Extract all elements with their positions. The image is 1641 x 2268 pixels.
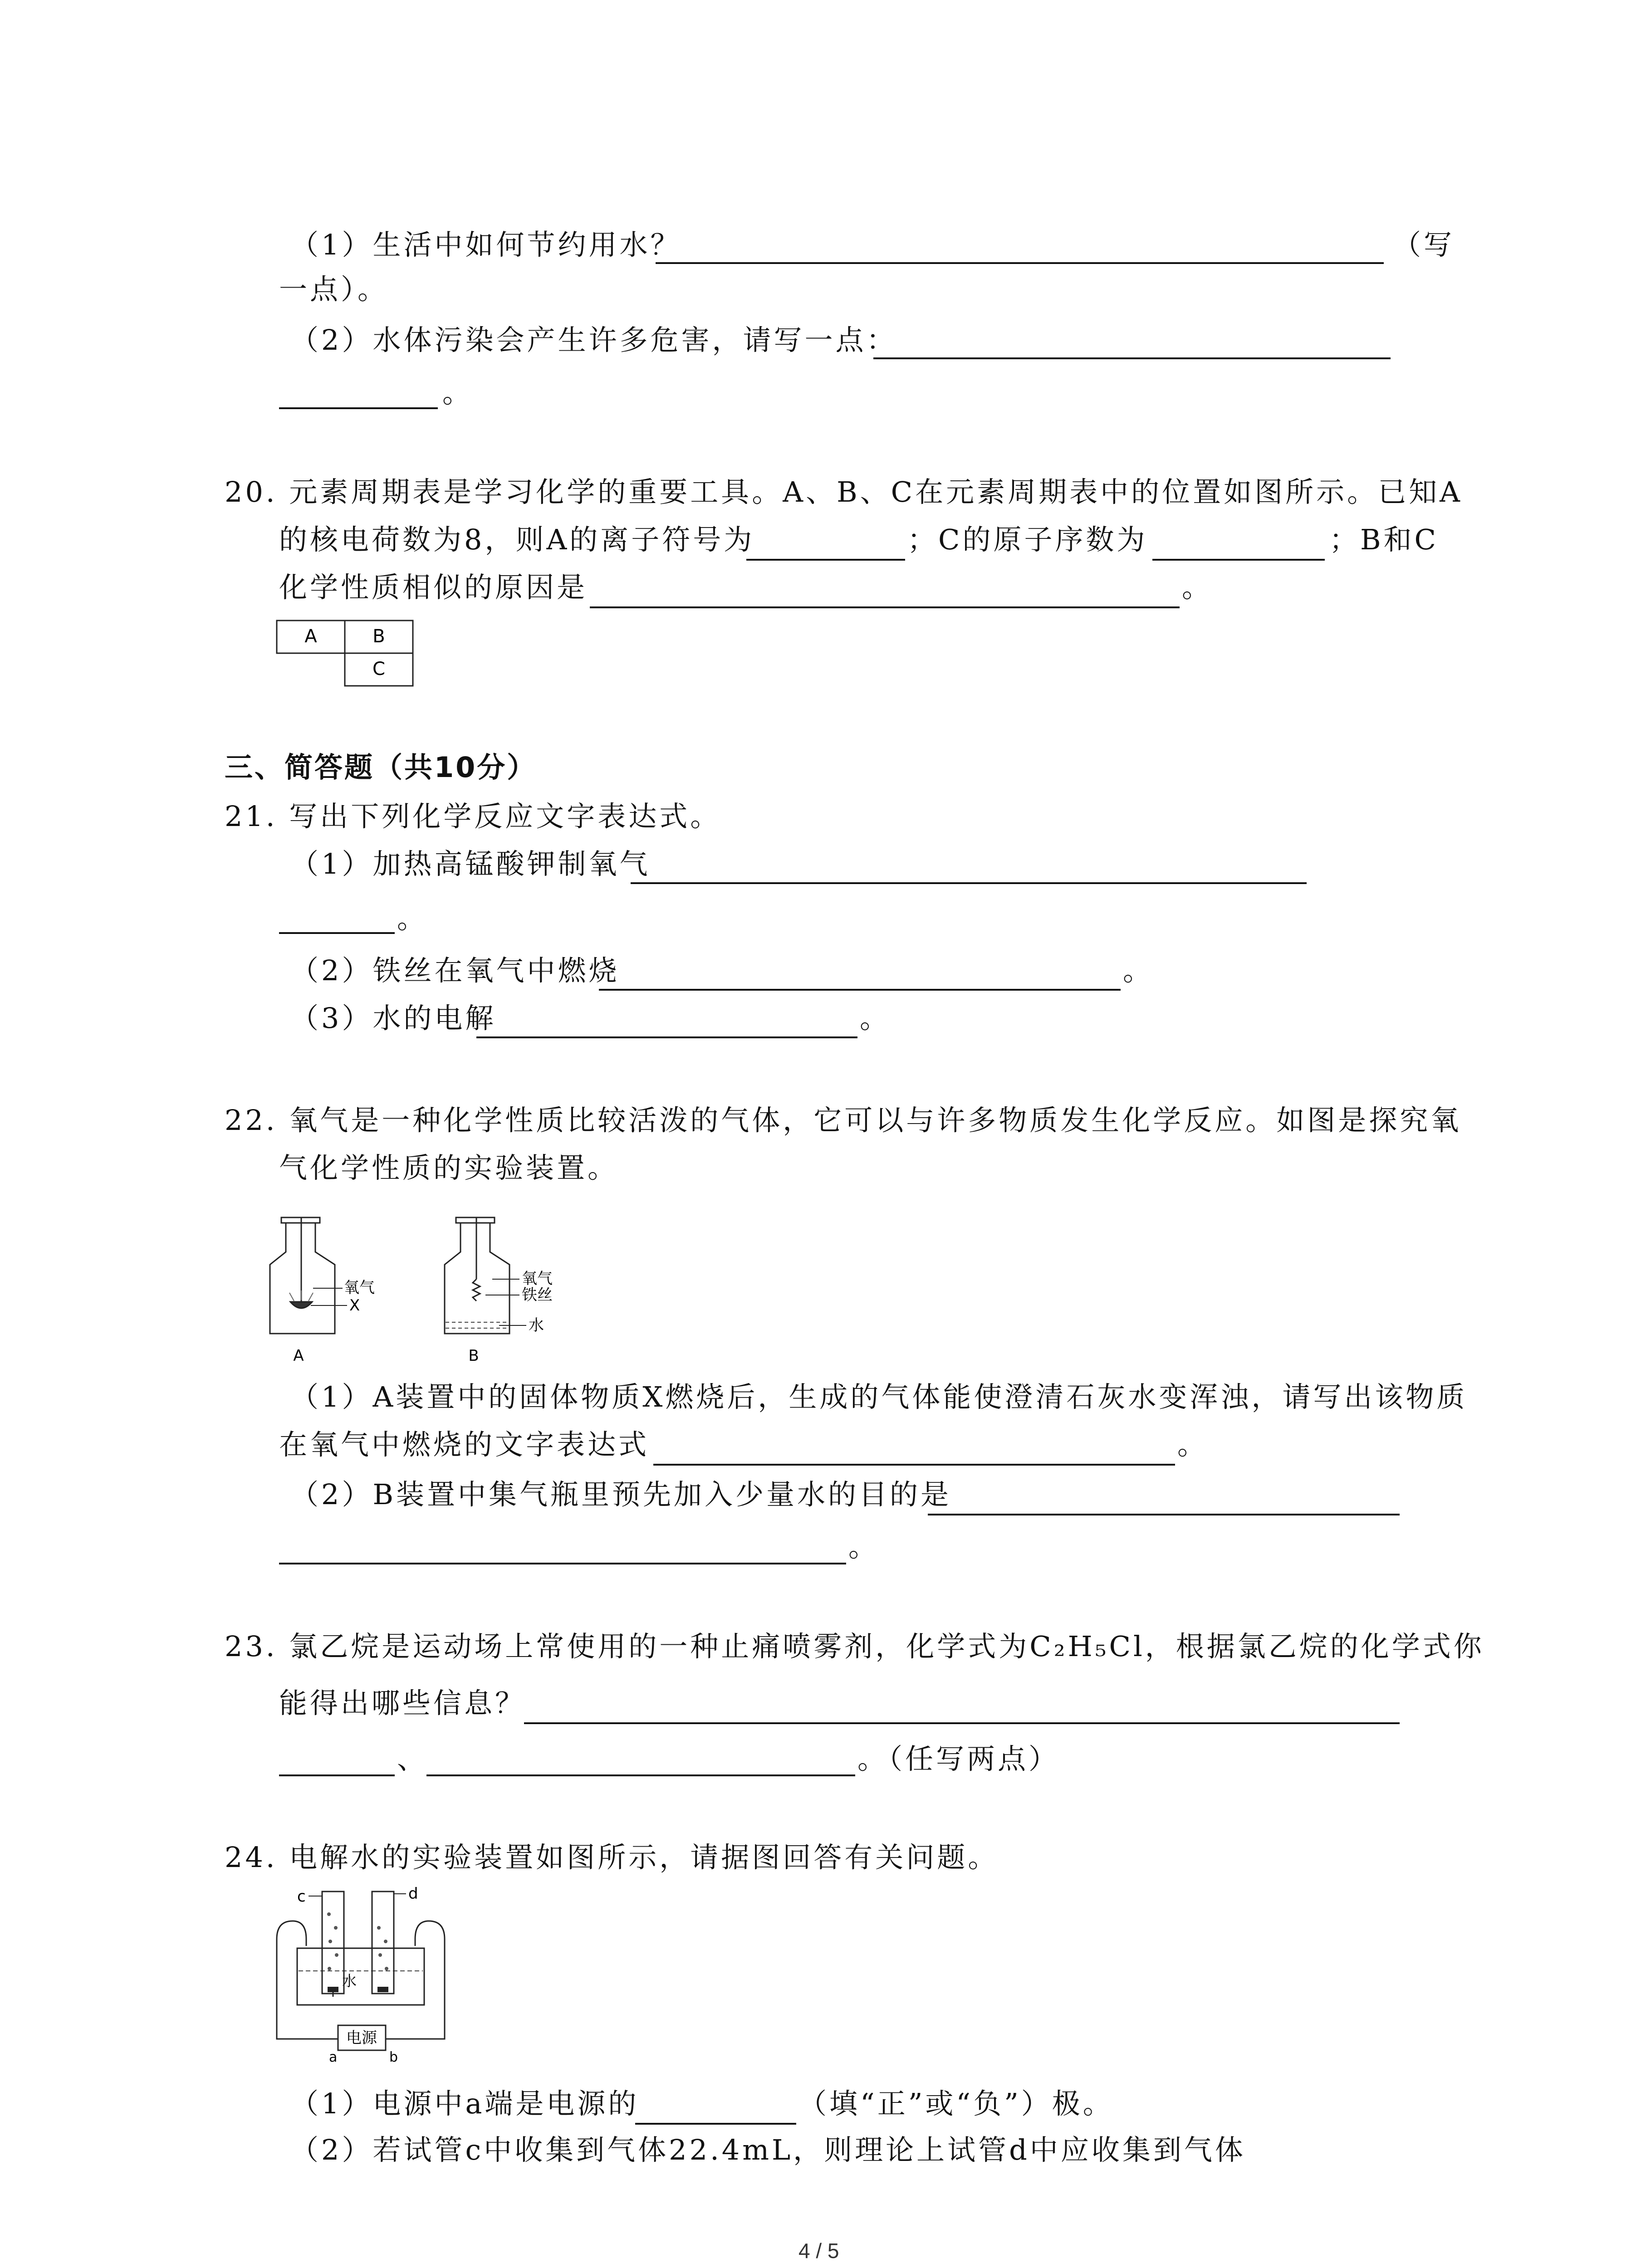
tube-d	[372, 1892, 394, 1994]
cell-c-label: C	[372, 659, 385, 679]
q22-part2-blank-a[interactable]	[928, 1514, 1400, 1515]
q19-part1-tail2: 一点）。	[279, 273, 389, 306]
q22-line1: 22. 氧气是一种化学性质比较活泼的气体，它可以与许多物质发生化学反应。如图是探究氧	[225, 1104, 1462, 1137]
q24-stem: 24. 电解水的实验装置如图所示，请据图回答有关问题。	[225, 1841, 999, 1874]
spark-lines	[289, 1290, 313, 1301]
q22-part1-line2: 在氧气中燃烧的文字表达式	[279, 1428, 650, 1461]
bottle-b-lid	[456, 1217, 495, 1223]
q21-part2: （2）铁丝在氧气中燃烧	[290, 954, 620, 987]
q22-part2-end: 。	[848, 1530, 880, 1563]
bottle-a	[270, 1217, 375, 1365]
tube-c	[322, 1892, 344, 1994]
bubbles	[327, 1912, 388, 1970]
q20-line2b: ；C的原子序数为	[907, 523, 1148, 556]
cell-a-label: A	[304, 626, 317, 647]
q21-part3-end: 。	[860, 1002, 891, 1035]
q22-line2: 气化学性质的实验装置。	[279, 1151, 619, 1184]
label-c: c	[297, 1887, 306, 1906]
q21-part3: （3）水的电解	[290, 1002, 496, 1035]
q24-part2: （2）若试管c中收集到气体22.4mL，则理论上试管d中应收集到气体	[290, 2133, 1246, 2166]
q21-stem: 21. 写出下列化学反应文字表达式。	[225, 800, 721, 833]
periodic-table-figure	[272, 617, 422, 699]
q20-line3a: 化学性质相似的原因是	[279, 571, 588, 604]
q19-part2-blank-a[interactable]	[873, 357, 1391, 359]
q22-part1-end: 。	[1177, 1428, 1209, 1461]
q23-line1: 23. 氯乙烷是运动场上常使用的一种止痛喷雾剂，化学式为C₂H₅Cl，根据氯乙烷的化学式你	[225, 1630, 1484, 1663]
q22-part1-line1: （1）A装置中的固体物质X燃烧后，生成的气体能使澄清石灰水变浑浊，请写出该物质	[290, 1380, 1468, 1413]
q20-line2c: ；B和C	[1329, 523, 1439, 556]
label-terminal-a: a	[329, 2049, 338, 2065]
q19-part2-text: （2）水体污染会产生许多危害，请写一点：	[290, 323, 897, 357]
electrolysis-figure	[272, 1878, 454, 2077]
q21-part2-end: 。	[1123, 954, 1154, 987]
electrode-c	[328, 1987, 338, 1992]
electrolysis-apparatus	[277, 1885, 445, 2065]
q21-part1: （1）加热高锰酸钾制氧气	[290, 847, 651, 880]
q22-part2-blank-b[interactable]	[279, 1563, 846, 1564]
label-x: X	[349, 1296, 360, 1315]
q21-part1-blank-b[interactable]	[279, 932, 395, 934]
q23-blank-a[interactable]	[524, 1722, 1400, 1724]
q23-blank-c[interactable]	[426, 1774, 855, 1776]
label-oxygen-a: 氧气	[344, 1279, 375, 1297]
q23-blank-b[interactable]	[279, 1774, 395, 1776]
q20-line2a: 的核电荷数为8，则A的离子符号为	[279, 523, 755, 556]
label-d: d	[408, 1885, 418, 1903]
q21-part1-end: 。	[397, 902, 428, 935]
label-water-b: 水	[529, 1316, 544, 1334]
q19-part1-tail: （写	[1393, 228, 1455, 261]
combustion-spoon	[290, 1302, 312, 1308]
iron-wire-coil	[473, 1279, 480, 1301]
q24-part1b: （填“正”或“负”）极。	[798, 2087, 1114, 2120]
q21-part2-blank[interactable]	[599, 989, 1121, 991]
q20-ion-blank[interactable]	[746, 559, 905, 561]
q20-number-blank[interactable]	[1152, 559, 1325, 561]
bottle-b	[445, 1217, 553, 1365]
q19-part2-end: 。	[442, 376, 474, 409]
label-oxygen-b: 氧气	[522, 1270, 553, 1288]
q19-part1-text: （1）生活中如何节约用水？	[290, 228, 681, 261]
q20-line1: 20. 元素周期表是学习化学的重要工具。A、B、C在元素周期表中的位置如图所示。已知A	[225, 475, 1463, 508]
q23-separator: 、	[397, 1742, 428, 1775]
q21-part1-blank-a[interactable]	[631, 882, 1307, 884]
page-number: 4 / 5	[798, 2239, 839, 2263]
q23-line2: 能得出哪些信息？	[279, 1686, 526, 1720]
q24-part1-blank[interactable]	[635, 2123, 796, 2125]
electrode-d	[377, 1987, 388, 1992]
q20-line3b: 。	[1182, 571, 1213, 604]
q22-part2: （2）B装置中集气瓶里预先加入少量水的目的是	[290, 1478, 952, 1511]
oxygen-experiment-figure	[254, 1211, 599, 1379]
q19-part1-blank[interactable]	[656, 262, 1384, 264]
q23-line3-end: 。（任写两点）	[857, 1742, 1060, 1775]
water-trough	[297, 1948, 424, 2005]
q20-reason-blank[interactable]	[590, 606, 1180, 608]
label-terminal-b: b	[389, 2049, 398, 2065]
label-b: B	[468, 1347, 479, 1365]
label-a: A	[293, 1347, 304, 1365]
q19-part2-blank-b[interactable]	[279, 407, 438, 409]
q21-part3-blank[interactable]	[476, 1036, 857, 1038]
label-iron-wire: 铁丝	[522, 1286, 553, 1304]
label-water-24: 水	[342, 1972, 357, 1989]
q22-part1-blank[interactable]	[653, 1464, 1175, 1466]
cell-b-label: B	[372, 626, 385, 647]
power-label: 电源	[346, 2029, 377, 2047]
section3-heading: 三、简答题（共10分）	[225, 751, 537, 784]
q24-part1a: （1）电源中a端是电源的	[290, 2087, 639, 2120]
